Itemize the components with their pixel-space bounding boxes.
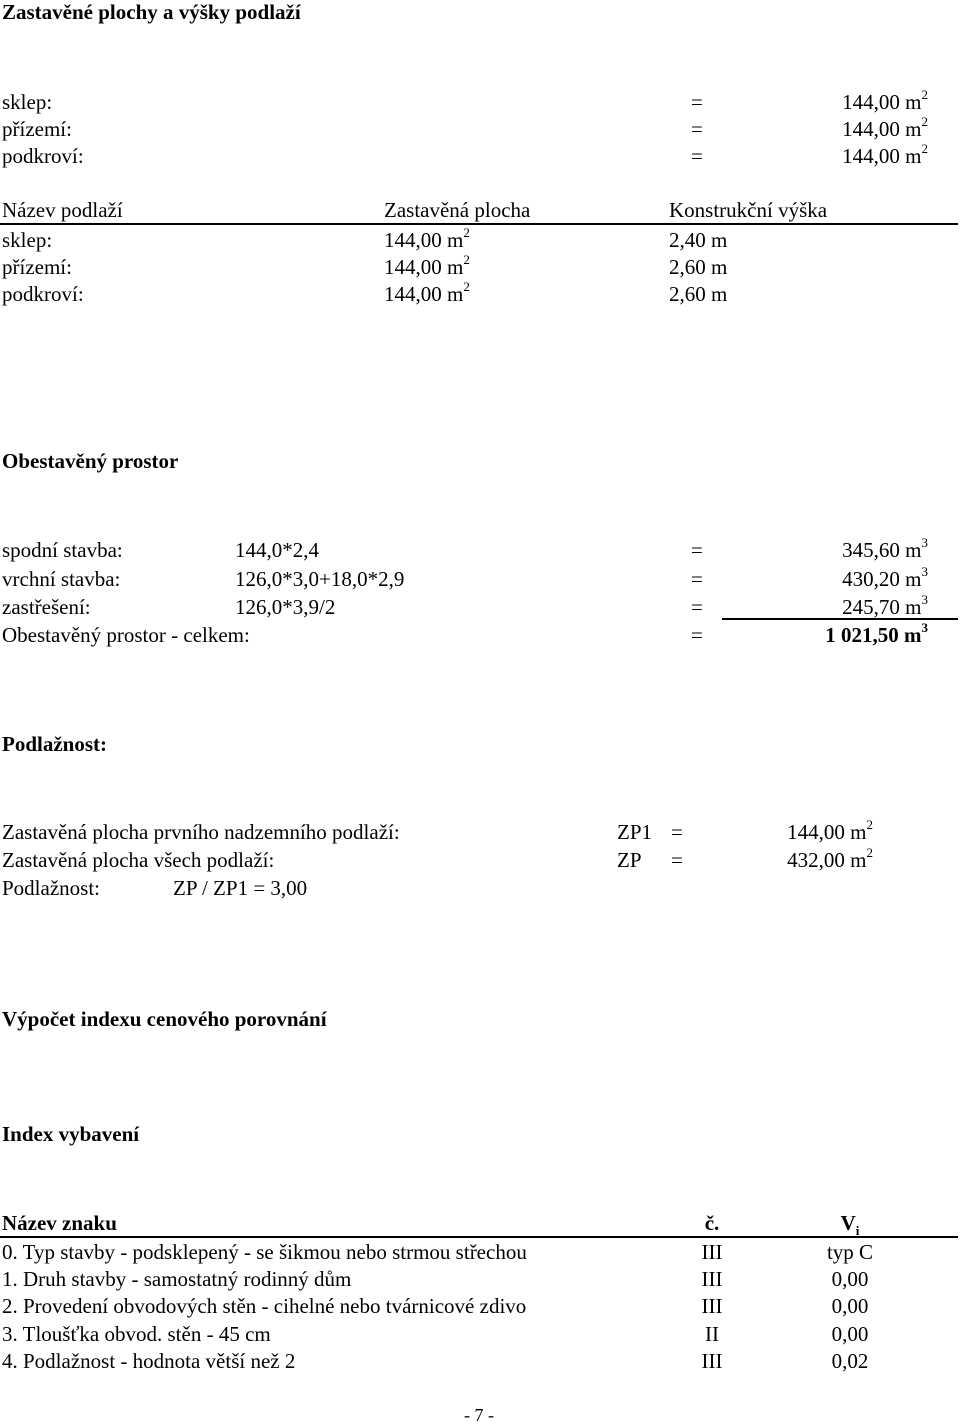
price-index-heading: Výpočet indexu cenového porovnání <box>2 1007 327 1031</box>
volume-row-formula: 126,0*3,0+18,0*2,9 <box>235 567 405 591</box>
volume-row-value: 345,60 $m^3$ <box>842 535 928 562</box>
volume-row-eq: = <box>691 538 703 562</box>
page-title: Zastavěné plochy a výšky podlaží <box>2 0 301 24</box>
summary-label: sklep: <box>2 90 53 114</box>
equipment-header-name: Název znaku <box>2 1211 117 1235</box>
equipment-row-name: 0. Typ stavby - podsklepený - se šikmou nebo strmou střechou <box>2 1240 527 1264</box>
equipment-row-v: 0,00 <box>831 1294 869 1318</box>
equipment-row-v: 0,00 <box>831 1267 869 1291</box>
floor-row-height: 2,40 m <box>669 228 728 252</box>
floor-row-name: sklep: <box>2 228 53 252</box>
equipment-row-no: III <box>701 1240 723 1264</box>
floor-ratio-code: ZP1 <box>617 820 653 844</box>
equipment-row-v: 0,00 <box>831 1322 869 1346</box>
floor-ratio-heading: Podlažnost: <box>2 732 107 756</box>
floor-ratio-value: 144,00 $m^2$ <box>787 817 873 844</box>
equipment-header-rule <box>0 1236 958 1238</box>
volume-row-eq: = <box>691 567 703 591</box>
summary-label: přízemí: <box>2 117 72 141</box>
summary-label: podkroví: <box>2 144 84 168</box>
summary-eq: = <box>691 144 703 168</box>
volume-row-formula: 144,0*2,4 <box>235 538 319 562</box>
equipment-header-no: č. <box>704 1211 720 1235</box>
floor-row-height: 2,60 m <box>669 282 728 306</box>
equipment-row-v: 0,02 <box>831 1349 869 1373</box>
floors-header-name: Název podlaží <box>2 198 123 222</box>
floor-row-name: přízemí: <box>2 255 72 279</box>
volume-heading: Obestavěný prostor <box>2 449 179 473</box>
floor-row-name: podkroví: <box>2 282 84 306</box>
table-header-rule <box>0 223 958 225</box>
equipment-row-no: III <box>701 1267 723 1291</box>
volume-row-label: vrchní stavba: <box>2 567 121 591</box>
page-number: - 7 - <box>464 1405 494 1425</box>
equipment-row-name: 1. Druh stavby - samostatný rodinný dům <box>2 1267 352 1291</box>
volume-total-value: 1 021,50 $m^3$ <box>825 620 928 647</box>
volume-row-eq: = <box>691 595 703 619</box>
floors-header-height: Konstrukční výška <box>669 198 828 222</box>
floor-ratio-result-formula: ZP / ZP1 = 3,00 <box>173 876 308 900</box>
equipment-row-no: II <box>705 1322 719 1346</box>
floors-header-area: Zastavěná plocha <box>384 198 531 222</box>
volume-total-label: Obestavěný prostor - celkem: <box>2 623 250 647</box>
floor-ratio-eq: = <box>671 848 683 872</box>
floor-ratio-value: 432,00 $m^2$ <box>787 845 873 872</box>
volume-row-formula: 126,0*3,9/2 <box>235 595 336 619</box>
equipment-row-name: 2. Provedení obvodových stěn - cihelné nebo tvárnicové zdivo <box>2 1294 527 1318</box>
volume-row-label: zastřešení: <box>2 595 91 619</box>
floor-ratio-code: ZP <box>617 848 642 872</box>
equipment-heading: Index vybavení <box>2 1122 140 1146</box>
volume-total-eq: = <box>691 623 703 647</box>
floor-ratio-result-label: Podlažnost: <box>2 876 100 900</box>
floor-row-area: 144,00 $m^2$ <box>384 279 470 306</box>
floor-row-height: 2,60 m <box>669 255 728 279</box>
summary-value: 144,00 $m^2$ <box>842 87 928 114</box>
equipment-row-name: 4. Podlažnost - hodnota větší než 2 <box>2 1349 296 1373</box>
summary-value: 144,00 $m^2$ <box>842 141 928 168</box>
floor-ratio-label: Zastavěná plocha všech podlaží: <box>2 848 275 872</box>
summary-eq: = <box>691 117 703 141</box>
floor-row-area: 144,00 $m^2$ <box>384 252 470 279</box>
floor-row-area: 144,00 $m^2$ <box>384 225 470 252</box>
summary-eq: = <box>691 90 703 114</box>
equipment-header-v: $V_i$ <box>840 1211 860 1239</box>
equipment-row-v: typ C <box>826 1240 874 1264</box>
equipment-row-no: III <box>701 1294 723 1318</box>
volume-row-value: 430,20 $m^3$ <box>842 564 928 591</box>
equipment-row-name: 3. Tloušťka obvod. stěn - 45 cm <box>2 1322 271 1346</box>
volume-row-value: 245,70 $m^3$ <box>842 592 928 619</box>
floor-ratio-eq: = <box>671 820 683 844</box>
floor-ratio-label: Zastavěná plocha prvního nadzemního podlaží: <box>2 820 400 844</box>
equipment-row-no: III <box>701 1349 723 1373</box>
volume-row-label: spodní stavba: <box>2 538 123 562</box>
summary-value: 144,00 $m^2$ <box>842 114 928 141</box>
